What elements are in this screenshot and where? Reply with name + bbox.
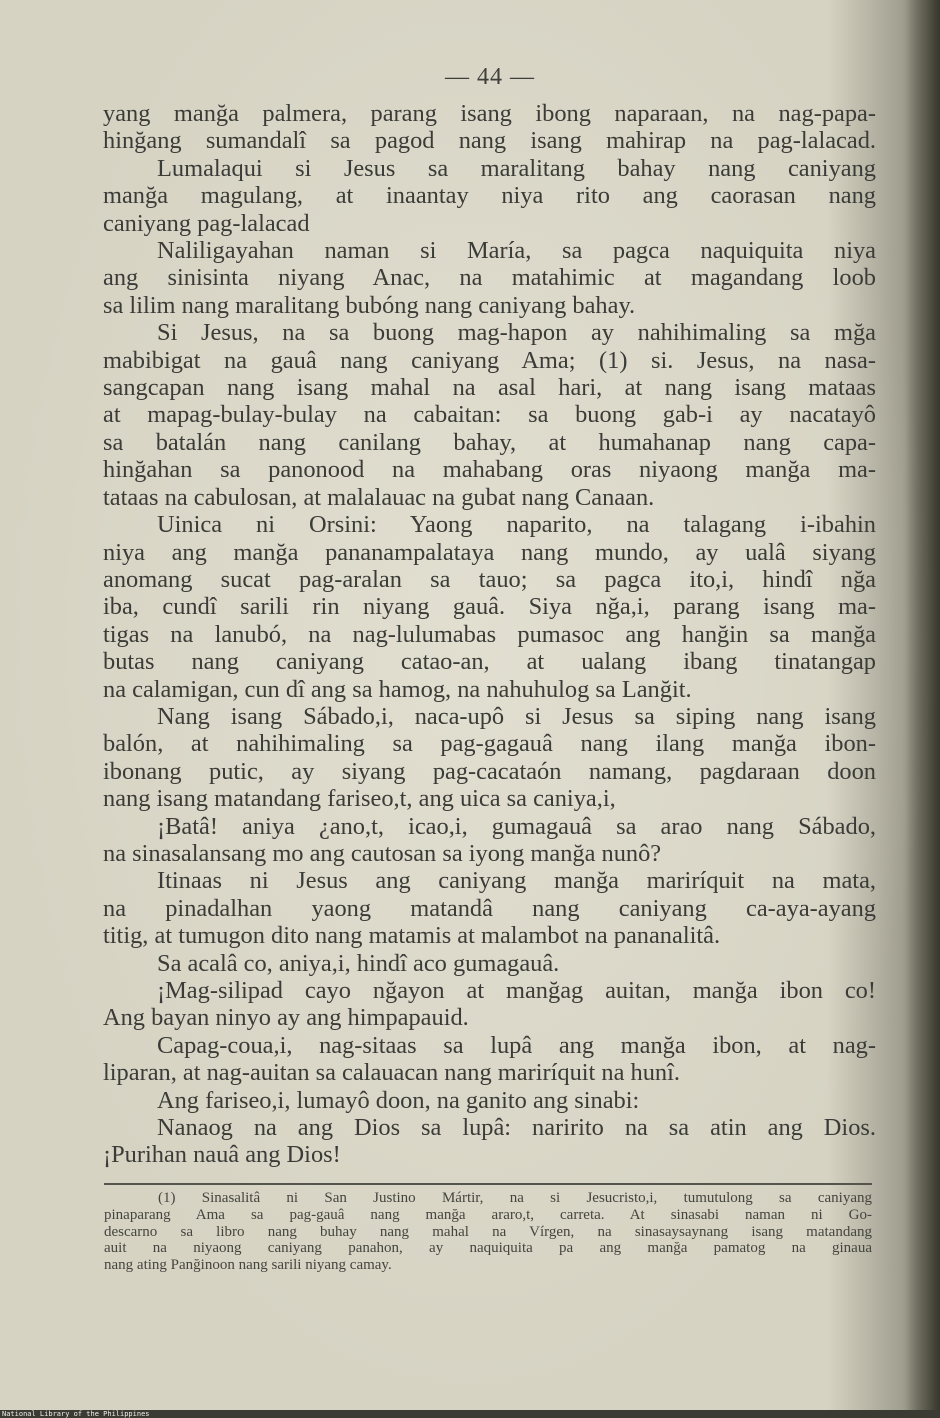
text-line: at mapag-bulay-bulay na cabaitan: sa buong gab-i ay nacatayô	[103, 401, 876, 429]
text-line: tigas na lanubó, na nag-lulumabas pumasoc ang hanğin sa manğa	[103, 620, 876, 648]
text-line: ¡Mag-silipad cayo nğayon at manğag auitan, manğa ibon co!	[157, 977, 876, 1004]
text-line: titig, at tumugon dito nang matamis at malambot na pananalitâ.	[103, 922, 721, 950]
footnote-line: (1) Sinasalitâ ni San Justino Mártir, na si Jesucristo,i, tumutulong sa caniyang	[158, 1190, 872, 1206]
footnote-line: descarno sa libro nang buhay nang mahal na Vírgen, na sinasaysaynang isang matandang	[104, 1223, 872, 1240]
footnote	[104, 1190, 872, 1274]
text-line: sangcapan nang isang mahal na asal hari, at nang isang mataas	[103, 374, 876, 402]
text-line: Naliligayahan naman si María, sa pagca naquiquita niya	[157, 237, 876, 265]
text-line: Capag-coua,i, nag-sitaas sa lupâ ang manğa ibon, at nag-	[157, 1031, 876, 1059]
text-line: iba, cundî sarili rin niyang gauâ. Siya nğa,i, parang isang ma-	[103, 593, 876, 621]
text-line: hinğang sumandalî sa pagod nang isang mahirap na pag-lalacad.	[103, 127, 876, 155]
text-line: Sa acalâ co, aniya,i, hindî aco gumagauâ.	[157, 949, 560, 977]
text-line: manğa magulang, at inaantay niya rito ang caorasan nang	[103, 182, 876, 210]
library-credit: National Library of the Philippines	[2, 1410, 150, 1418]
text-line: na sinasalansang mo ang cautosan sa iyong manğa nunô?	[103, 839, 662, 867]
text-line: ¡Batâ! aniya ¿ano,t, icao,i, gumagauâ sa arao nang Sábado,	[157, 812, 876, 840]
text-line: Nang isang Sábado,i, naca-upô si Jesus sa siping nang isang	[157, 702, 876, 730]
text-line: sa lilim nang maralitang bubóng nang caniyang bahay.	[103, 291, 636, 319]
footnote-line: nang ating Panğinoon nang sarili niyang camay.	[104, 1257, 392, 1274]
text-line: ibonang putic, ay siyang pag-cacataón namang, pagdaraan doon	[103, 757, 876, 785]
text-line: Itinaas ni Jesus ang caniyang manğa mariríquit na mata,	[157, 867, 876, 895]
text-line: nang isang matandang fariseo,t, ang uica sa caniya,i,	[103, 785, 616, 813]
text-line: na calamigan, cun dî ang sa hamog, na nahuhulog sa Lanğit.	[103, 675, 692, 703]
footnote-line: auit na niyaong caniyang panahon, ay naquiquita pa ang manğa pamatog na ginaua	[104, 1240, 872, 1257]
page-number: — 44 —	[445, 64, 535, 90]
text-line: sa batalán nang canilang bahay, at humahanap nang capa-	[103, 428, 876, 456]
text-line: Ang bayan ninyo ay ang himpapauid.	[103, 1004, 469, 1032]
text-line: Uinica ni Orsini: Yaong naparito, na talagang i-ibahin	[157, 511, 876, 539]
text-line: na pinadalhan yaong matandâ nang caniyang ca-aya-ayang	[103, 894, 876, 922]
text-line: tataas na cabulosan, at malalauac na gubat nang Canaan.	[103, 483, 655, 511]
text-line: Lumalaqui si Jesus sa maralitang bahay nang caniyang	[157, 154, 876, 182]
footnote-rule	[104, 1183, 872, 1185]
text-line: yang manğa palmera, parang isang ibong naparaan, na nag-papa-	[103, 100, 876, 127]
binding-shadow	[906, 0, 940, 1410]
text-line: Si Jesus, na sa buong mag-hapon ay nahihimaling sa mğa	[157, 319, 876, 347]
text-line: liparan, at nag-auitan sa calauacan nang mariríquit na hunî.	[103, 1059, 681, 1087]
text-line: butas nang caniyang catao-an, at ualang ibang tinatangap	[103, 648, 876, 676]
footnote-line: pinaparang Ama sa pag-gauâ nang manğa araro,t, carreta. At sinasabi naman ni Go-	[104, 1206, 872, 1223]
text-line: Ang fariseo,i, lumayô doon, na ganito ang sinabi:	[157, 1086, 640, 1114]
text-line: anomang sucat pag-aralan sa tauo; sa pagca ito,i, hindî nğa	[103, 565, 876, 593]
text-line: ang sinisinta niyang Anac, na matahimic at magandang loob	[103, 264, 876, 292]
text-line: Nanaog na ang Dios sa lupâ: naririto na sa atin ang Dios.	[157, 1114, 876, 1142]
body-text	[103, 100, 876, 1169]
text-line: mabibigat na gauâ nang caniyang Ama; (1) si. Jesus, na nasa-	[103, 346, 876, 374]
text-line: niya ang manğa pananampalataya nang mundo, ay ualâ siyang	[103, 538, 876, 566]
text-line: balón, at nahihimaling sa pag-gagauâ nang ilang manğa ibon-	[103, 730, 876, 758]
text-line: ¡Purihan nauâ ang Dios!	[103, 1141, 341, 1169]
text-line: hinğahan sa panonood na mahabang oras niyaong manğa ma-	[103, 456, 876, 484]
text-line: caniyang pag-lalacad	[103, 209, 310, 237]
